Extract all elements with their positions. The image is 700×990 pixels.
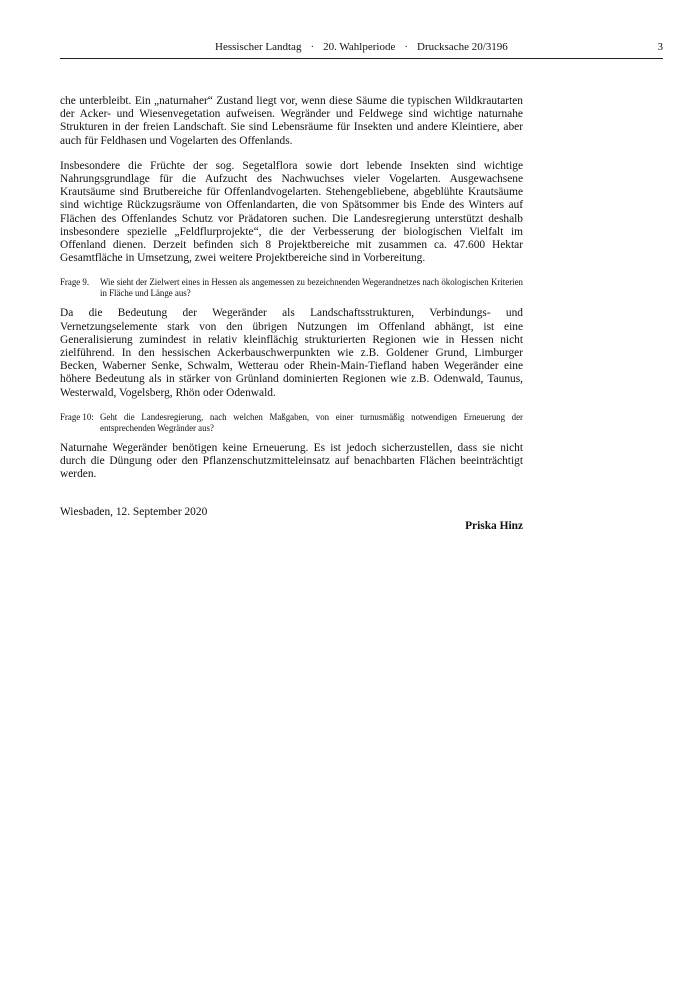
closing xyxy=(60,506,523,536)
question-9 xyxy=(60,277,523,299)
header-parliament: Hessischer Landtag xyxy=(215,41,302,53)
header-period: 20. Wahlperiode xyxy=(323,41,396,53)
signatory: Priska Hinz xyxy=(465,520,523,533)
header-document: Drucksache 20/3196 xyxy=(417,41,508,53)
document-body xyxy=(60,95,523,536)
header-info xyxy=(215,40,508,54)
question-label: Frage 10: xyxy=(60,411,94,422)
place-date: Wiesbaden, 12. September 2020 xyxy=(60,506,208,519)
paragraph: Naturnahe Wegeränder benötigen keine Erneuerung. Es ist jedoch sicherzustellen, dass sie nicht durch die Düngung oder den Pflanzenschutzmitteleinsatz auf benachbarten Flächen beeinträchtigt werden. xyxy=(60,441,523,481)
header-rule xyxy=(60,58,663,59)
paragraph: che unterbleibt. Ein „naturnaher“ Zustand liegt vor, wenn diese Säume die typischen Wildkrautarten der Acker- und Wiesenvegetation aufweisen. Wegränder und Feldwege sind wichtige naturnahe Strukturen in der freien Landschaft. Sie sind Lebensräume für Insekten und andere Kleintiere, aber auch für Feldhasen und Vogelarten des Offenlands. xyxy=(60,95,523,147)
header-separator: · xyxy=(310,41,315,53)
header-separator: · xyxy=(404,41,409,53)
question-10 xyxy=(60,412,523,434)
page-number: 3 xyxy=(657,41,663,53)
question-text: Wie sieht der Zielwert eines in Hessen als angemessen zu bezeichnenden Wegerandnetzes nach ökologischen Kriterien in Fläche und Länge aus? xyxy=(100,277,523,299)
question-text: Geht die Landesregierung, nach welchen Maßgaben, von einer turnusmäßig notwendigen Erneuerung der entsprechenden Wegränder aus? xyxy=(100,411,523,433)
paragraph: Insbesondere die Früchte der sog. Segetalflora sowie dort lebende Insekten sind wichtige Nahrungsgrundlage für die Aufzucht des Nachwuchses vieler Vogelarten. Ausgewachsene Krautsäume sind Brutbereiche für Offenlandvogelarten. Stehengebliebene, abgeblühte Krautsäume sind wichtige Rückzugsräume von Offenlandarten, die von Spätsommer bis Ende des Winters auf Flächen des Offenlandes Schutz vor Prädatoren suchen. Die Landesregierung unterstützt deshalb insbesondere spezielle „Feldflurprojekte“, die der Verbesserung der biologischen Vielfalt im Offenland dienen. Derzeit befinden sich 8 Projektbereiche mit zusammen ca. 47.600 Hektar Gesamtfläche in Umsetzung, zwei weitere Projektbereiche sind in Vorbereitung. xyxy=(60,159,523,265)
question-label: Frage 9. xyxy=(60,277,90,288)
paragraph: Da die Bedeutung der Wegeränder als Landschaftsstrukturen, Verbindungs- und Vernetzungselemente stark von den übrigen Nutzungen im Offenland abhängt, ist eine Generalisierung zumindest in relativ kleinflächig strukturierten Regionen wie in Hessen nicht zielführend. In den hessischen Ackerbauschwerpunkten wie z.B. Goldener Grund, Limburger Becken, Waberner Senke, Schwalm, Wetterau oder Rhein-Main-Tiefland haben Wegeränder eine höhere Bedeutung als in stärker von Grünland dominierten Regionen wie z.B. Odenwald, Taunus, Westerwald, Vogelsberg, Rhön oder Odenwald. xyxy=(60,307,523,399)
